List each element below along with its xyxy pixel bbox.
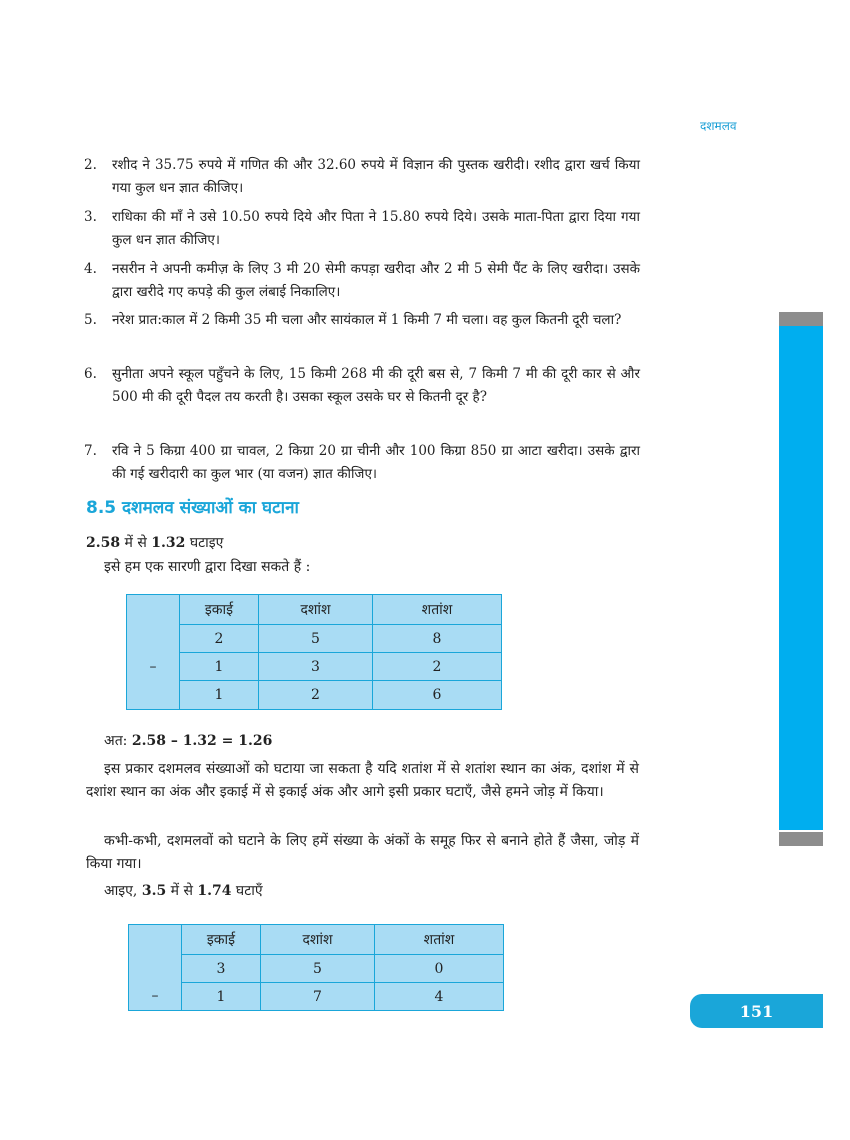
prompt-text: आइए,: [104, 883, 142, 899]
table-cell: 1: [180, 653, 259, 681]
header-ikai: इकाई: [180, 595, 259, 625]
exercise-item: [84, 206, 640, 252]
minus-sign: –: [127, 653, 180, 681]
table-cell: 4: [375, 983, 504, 1011]
result-expression: 2.58 – 1.32 = 1.26: [131, 733, 273, 749]
exercise-item: [84, 363, 640, 409]
exercise-text: नरेश प्रात:काल में 2 किमी 35 मी चला और सायंकाल में 1 किमी 7 मी चला। वह कुल कितनी दूरी चला?: [112, 312, 622, 328]
prompt-text: में से: [166, 883, 198, 899]
table-cell: 3: [259, 653, 373, 681]
sidebar-gray-bar-top: [779, 312, 823, 326]
minuend: 2.58: [86, 535, 121, 551]
table-cell: 2: [180, 625, 259, 653]
table-cell: 3: [182, 955, 261, 983]
exercise-number: 6.: [84, 366, 97, 382]
exercise-item: [84, 258, 640, 304]
sidebar-blue-band: [779, 326, 823, 830]
table-cell: 1: [180, 681, 259, 710]
example-intro: इसे हम एक सारणी द्वारा दिखा सकते हैं :: [104, 559, 311, 575]
exercise-text: राधिका की माँ ने उसे 10.50 रुपये दिये और पिता ने 15.80 रुपये दिये। उसके माता-पिता द्वारा दिया गया कुल धन ज्ञात कीजिए।: [112, 209, 640, 248]
prompt-text: घटाइए: [185, 535, 224, 551]
table-cell: 6: [373, 681, 502, 710]
place-value-table-2: [128, 924, 504, 1011]
page-number: 151: [739, 1001, 774, 1021]
section-title: 8.5 दशमलव संख्याओं का घटाना: [86, 498, 299, 518]
page-number-tab: [690, 994, 823, 1028]
exercise-number: 7.: [84, 443, 97, 459]
exercise-text: रवि ने 5 किग्रा 400 ग्रा चावल, 2 किग्रा 20 ग्रा चीनी और 100 किग्रा 850 ग्रा आटा खरीदा। उसके द्वारा की गई खरीदारी का कुल भार (या वजन) ज्ञात कीजिए।: [112, 443, 640, 482]
example-2-prompt: [104, 880, 263, 903]
exercise-text: सुनीता अपने स्कूल पहुँचने के लिए, 15 किमी 268 मी की दूरी बस से, 7 किमी 7 मी की दूरी कार से और 500 मी की दूरी पैदल तय करती है। उसका स्कूल उसके घर से कितनी दूर है?: [112, 366, 640, 405]
result-line: [104, 730, 272, 753]
explanation-paragraph: इस प्रकार दशमलव संख्याओं को घटाया जा सकता है यदि शतांश में से शतांश स्थान का अंक, दशांश में से दशांश स्थान का अंक और इकाई में से इकाई अंक और आगे इसी प्रकार घटाएँ, जैसे हमने जोड़ में किया।: [86, 761, 639, 800]
table-cell: 5: [259, 625, 373, 653]
running-head: दशमलव: [700, 119, 737, 133]
table-cell: 2: [259, 681, 373, 710]
table-side: [129, 955, 182, 983]
exercise-number: 4.: [84, 261, 97, 277]
exercise-item: [84, 440, 640, 486]
table-cell: 1: [182, 983, 261, 1011]
table-cell: 8: [373, 625, 502, 653]
result-label: अत:: [104, 733, 132, 749]
subtrahend: 1.74: [197, 883, 232, 899]
table-side: [127, 625, 180, 653]
sidebar-gray-bar-bottom: [779, 832, 823, 846]
table-corner: [127, 595, 180, 625]
exercise-item: [84, 154, 640, 200]
header-shatansh: शतांश: [373, 595, 502, 625]
table-cell: 5: [261, 955, 375, 983]
minuend: 3.5: [141, 883, 167, 899]
header-dashansh: दशांश: [259, 595, 373, 625]
exercise-number: 5.: [84, 312, 97, 328]
exercise-number: 2.: [84, 157, 97, 173]
table-cell: 2: [373, 653, 502, 681]
header-dashansh: दशांश: [261, 925, 375, 955]
regrouping-paragraph: कभी-कभी, दशमलवों को घटाने के लिए हमें संख्या के अंकों के समूह फिर से बनाने होते हैं जैसा, जोड़ में किया गया।: [86, 833, 639, 872]
table-side: [127, 681, 180, 710]
exercise-item: [84, 309, 640, 332]
table-cell: 7: [261, 983, 375, 1011]
exercise-number: 3.: [84, 209, 97, 225]
header-shatansh: शतांश: [375, 925, 504, 955]
prompt-text: में से: [120, 535, 152, 551]
subtrahend: 1.32: [151, 535, 186, 551]
table-corner: [129, 925, 182, 955]
exercise-text: रशीद ने 35.75 रुपये में गणित की और 32.60 रुपये में विज्ञान की पुस्तक खरीदी। रशीद द्वारा खर्च किया गया कुल धन ज्ञात कीजिए।: [112, 157, 640, 196]
exercise-text: नसरीन ने अपनी कमीज़ के लिए 3 मी 20 सेमी कपड़ा खरीदा और 2 मी 5 सेमी पैंट के लिए खरीदा। उसके द्वारा खरीदे गए कपड़े की कुल लंबाई निकालिए।: [112, 261, 640, 300]
table-cell: 0: [375, 955, 504, 983]
minus-sign: –: [129, 983, 182, 1011]
example-prompt: [86, 532, 223, 555]
place-value-table-1: [126, 594, 502, 710]
prompt-text: घटाएँ: [231, 883, 263, 899]
header-ikai: इकाई: [182, 925, 261, 955]
